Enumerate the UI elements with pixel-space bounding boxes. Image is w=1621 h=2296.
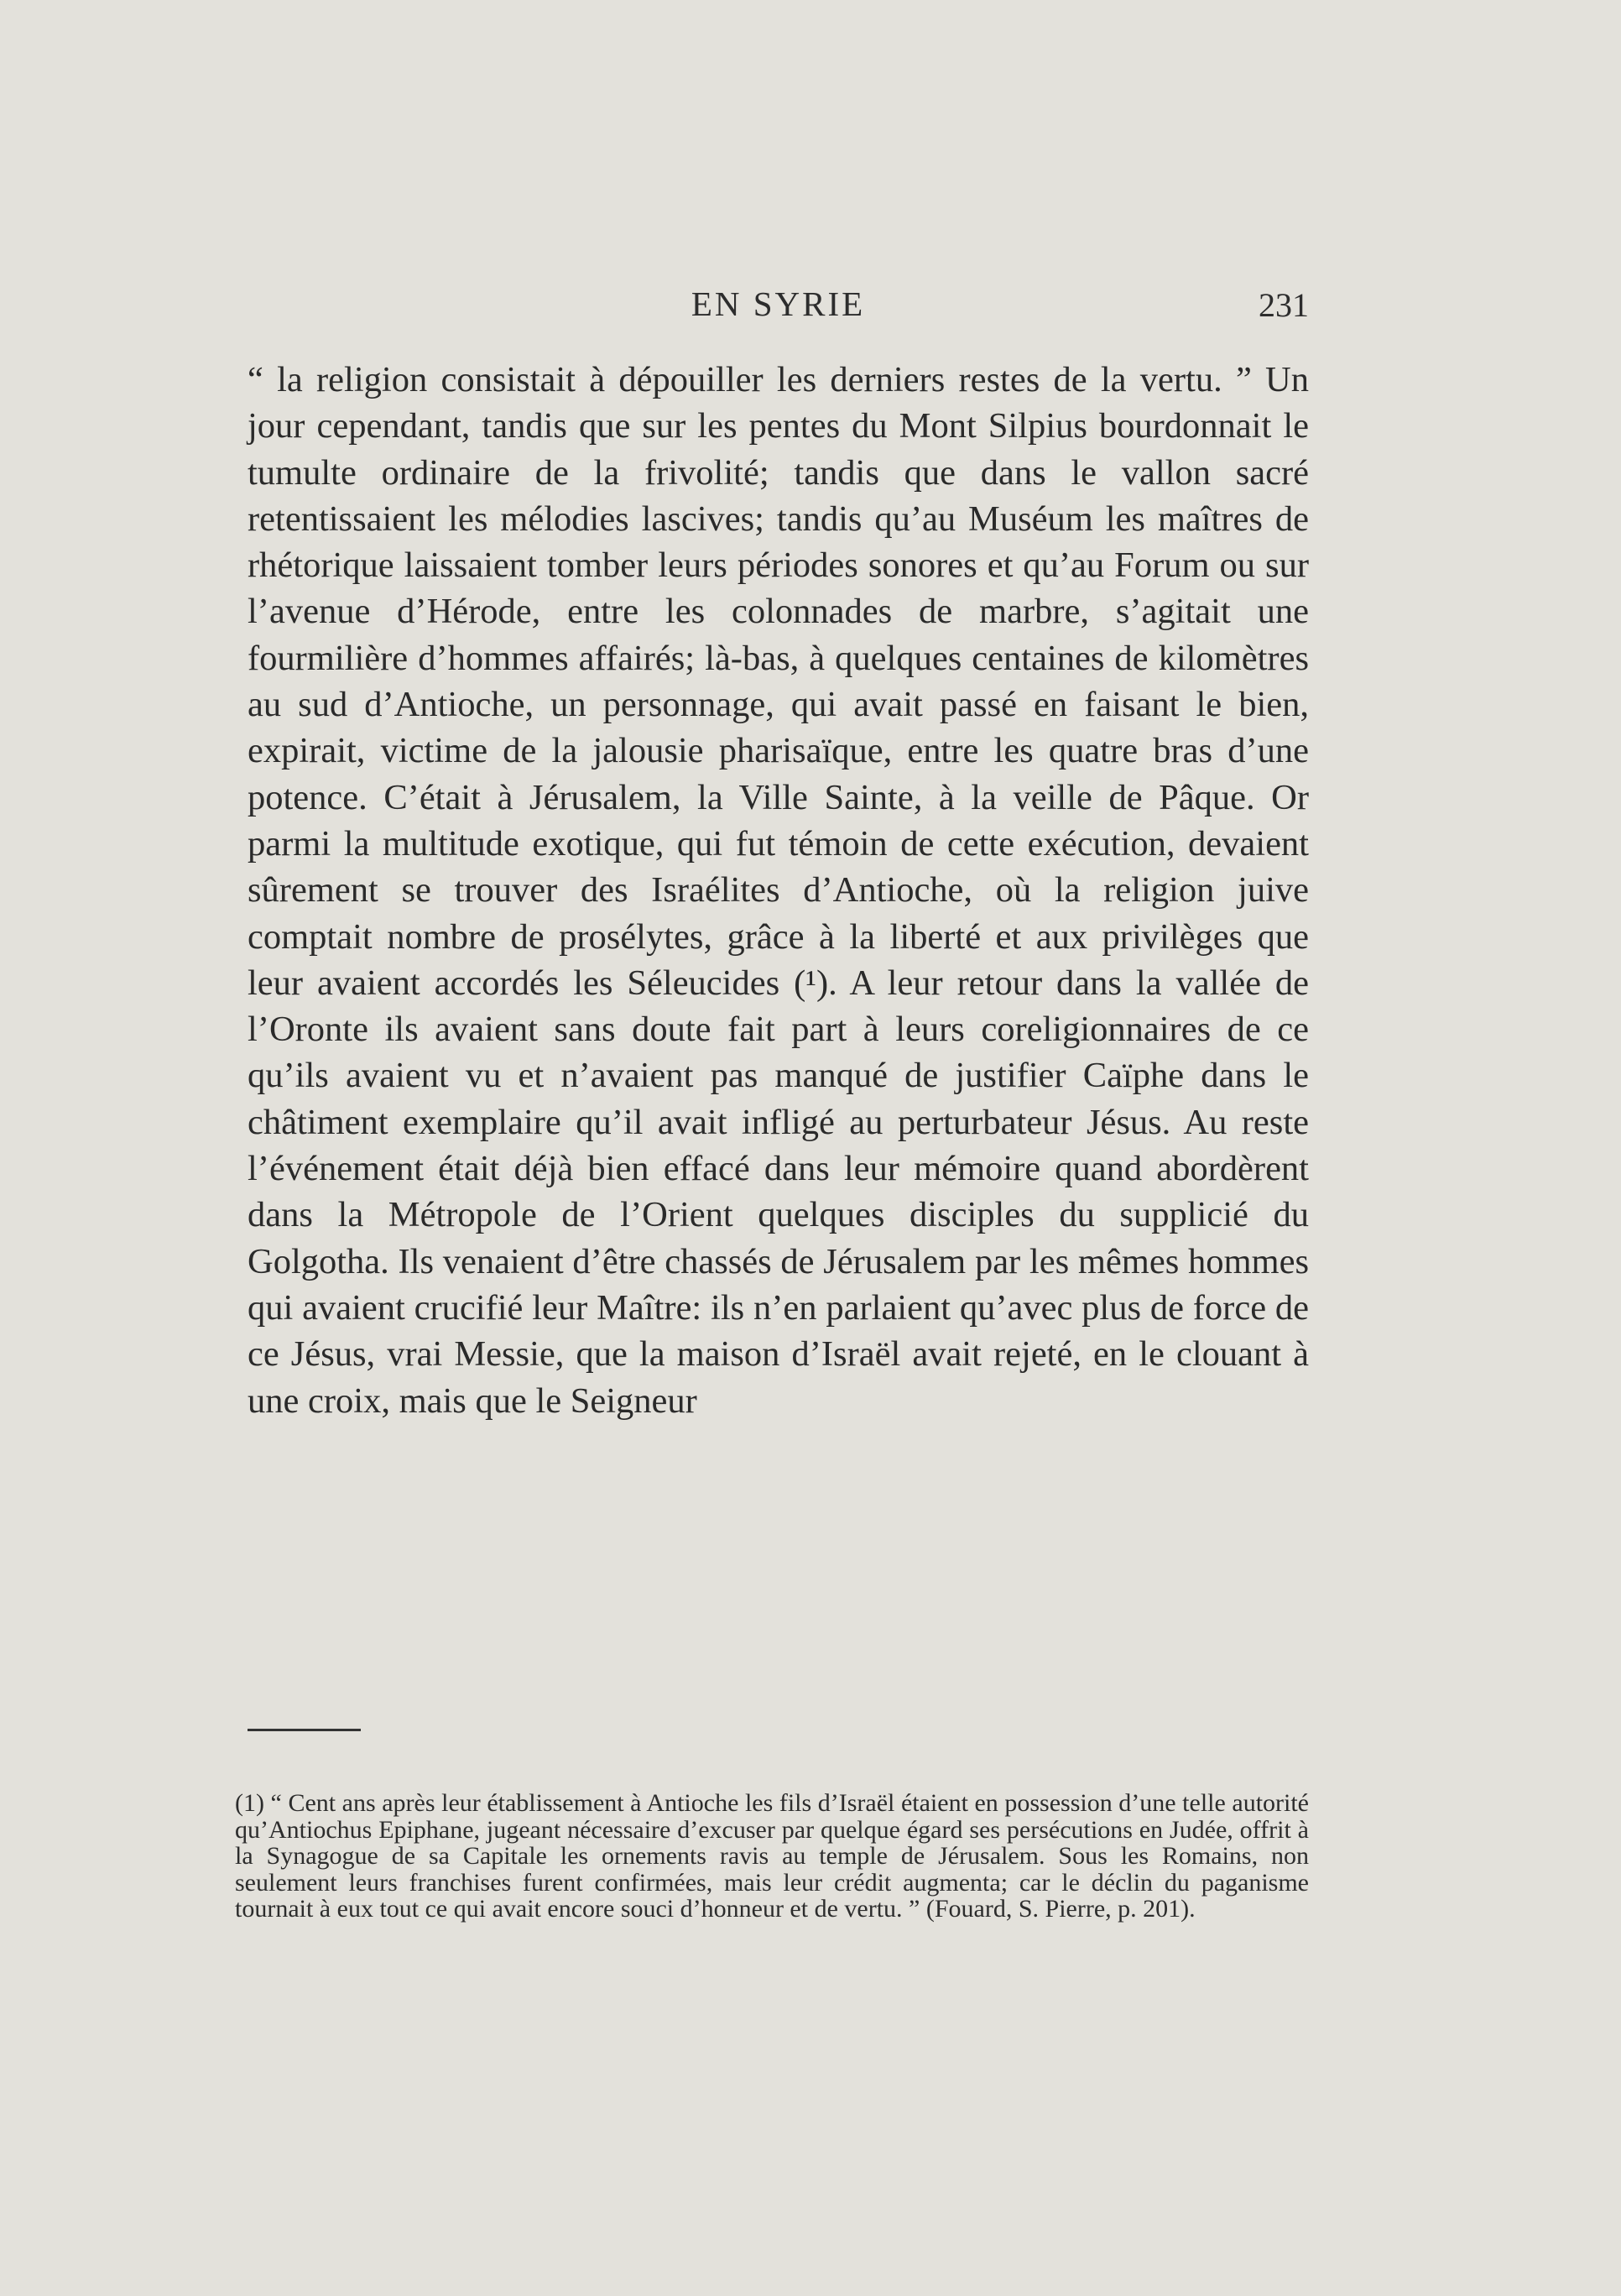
footnote: (1) “ Cent ans après leur établissement à Antioche les fils d’Israël étaient en possession d’une telle autorité qu’Antiochus Epiphane, jugeant nécessaire d’excuser par quelque égard ses persécutions en Judée, offrit à la Synagogue de sa Capitale les ornements ravis au temple de Jérusalem. Sous les Romains, non seulement leurs franchises furent confirmées, mais leur crédit augmenta; car le déclin du paganisme tournait à eux tout ce qui avait encore souci d’honneur et de vertu. ” (Fouard, S. Pierre, p. 201). [235,1789,1309,1923]
page-header [248,284,1309,334]
footnote-divider [248,1729,361,1731]
running-head: EN SYRIE [691,284,866,323]
page-number: 231 [1259,286,1309,324]
body-paragraph: “ la religion consistait à dépouiller les derniers restes de la vertu. ” Un jour cependant, tandis que sur les pentes du Mont Silpius bourdonnait le tumulte ordinaire de la frivolité; tandis que dans le vallon sacré retentissaient les mélodies lascives; tandis qu’au Muséum les maîtres de rhétorique laissaient tomber leurs périodes sonores et qu’au Forum ou sur l’avenue d’Hérode, entre les colonnades de marbre, s’agitait une fourmilière d’hommes affairés; là-bas, à quelques centaines de kilomètres au sud d’Antioche, un personnage, qui avait passé en faisant le bien, expirait, victime de la jalousie pharisaïque, entre les quatre bras d’une potence. C’était à Jérusalem, la Ville Sainte, à la veille de Pâque. Or parmi la multitude exotique, qui fut témoin de cette exécution, devaient sûrement se trouver des Israélites d’Antioche, où la religion juive comptait nombre de prosélytes, grâce à la liberté et aux privilèges que leur avaient accordés les Séleucides (¹). A leur retour dans la vallée de l’Oronte ils avaient sans doute fait part à leurs coreligionnaires de ce qu’ils avaient vu et n’avaient pas manqué de justifier Caïphe dans le châtiment exemplaire qu’il avait infligé au perturbateur Jésus. Au reste l’événement était déjà bien effacé dans leur mémoire quand abordèrent dans la Métropole de l’Orient quelques disciples du supplicié du Golgotha. Ils venaient d’être chassés de Jérusalem par les mêmes hommes qui avaient crucifié leur Maître: ils n’en parlaient qu’avec plus de force de ce Jésus, vrai Messie, que la maison d’Israël avait rejeté, en le clouant à une croix, mais que le Seigneur [248,360,1309,1421]
